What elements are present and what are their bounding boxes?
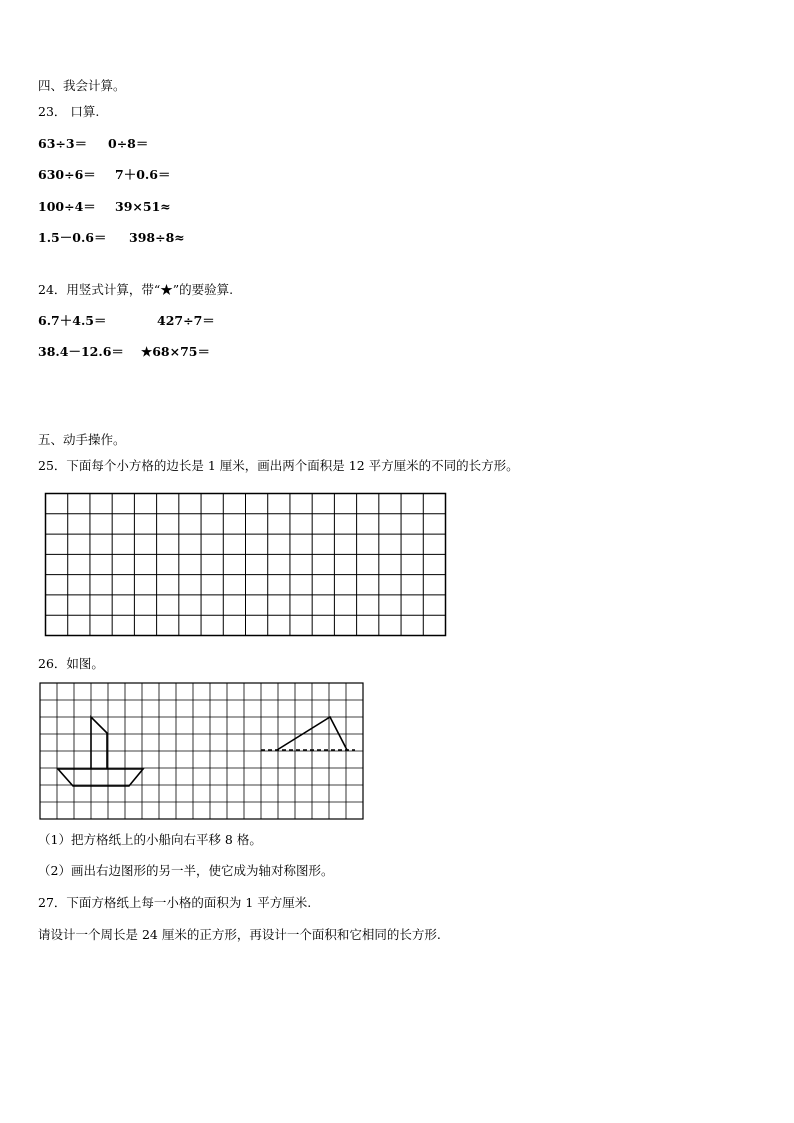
question-25-title: 25．下面每个小方格的边长是 1 厘米，画出两个面积是 12 平方厘米的不同的长方形。: [38, 458, 519, 473]
q23-row4-left: 1.5－0.6＝: [38, 230, 107, 245]
q23-row1-right: 0÷8＝: [108, 136, 149, 151]
boat-sail: [91, 717, 107, 769]
question-26-title: 26．如图。: [38, 656, 104, 671]
question-27-line-2: 请设计一个周长是 24 厘米的正方形，再设计一个面积和它相同的长方形.: [38, 927, 441, 942]
q26-grid: [39, 682, 365, 822]
section-5-heading: 五、动手操作。: [38, 432, 126, 447]
q24-row2-right: ★68×75＝: [141, 344, 210, 359]
q23-row2-right: 7＋0.6＝: [115, 167, 171, 182]
q23-row3-right: 39×51≈: [115, 199, 171, 214]
question-24-title: 24．用竖式计算，带“★”的要验算.: [38, 282, 234, 297]
question-23-title: 23． 口算.: [38, 104, 100, 119]
q24-row2-left: 38.4－12.6＝: [38, 344, 124, 359]
q26-item-1: （1）把方格纸上的小船向右平移 8 格。: [38, 832, 262, 847]
question-27-title: 27．下面方格纸上每一小格的面积为 1 平方厘米.: [38, 895, 312, 910]
boat-hull: [58, 769, 143, 786]
q23-row4-right: 398÷8≈: [129, 230, 185, 245]
q23-row2-left: 630÷6＝: [38, 167, 96, 182]
q26-item-2: （2）画出右边图形的另一半，使它成为轴对称图形。: [38, 863, 334, 878]
q23-row3-left: 100÷4＝: [38, 199, 96, 214]
q24-row1-right: 427÷7＝: [157, 313, 215, 328]
q23-row1-left: 63÷3＝: [38, 136, 88, 151]
section-4-heading: 四、我会计算。: [38, 78, 126, 93]
q25-grid: [44, 492, 448, 638]
q24-row1-left: 6.7＋4.5＝: [38, 313, 107, 328]
